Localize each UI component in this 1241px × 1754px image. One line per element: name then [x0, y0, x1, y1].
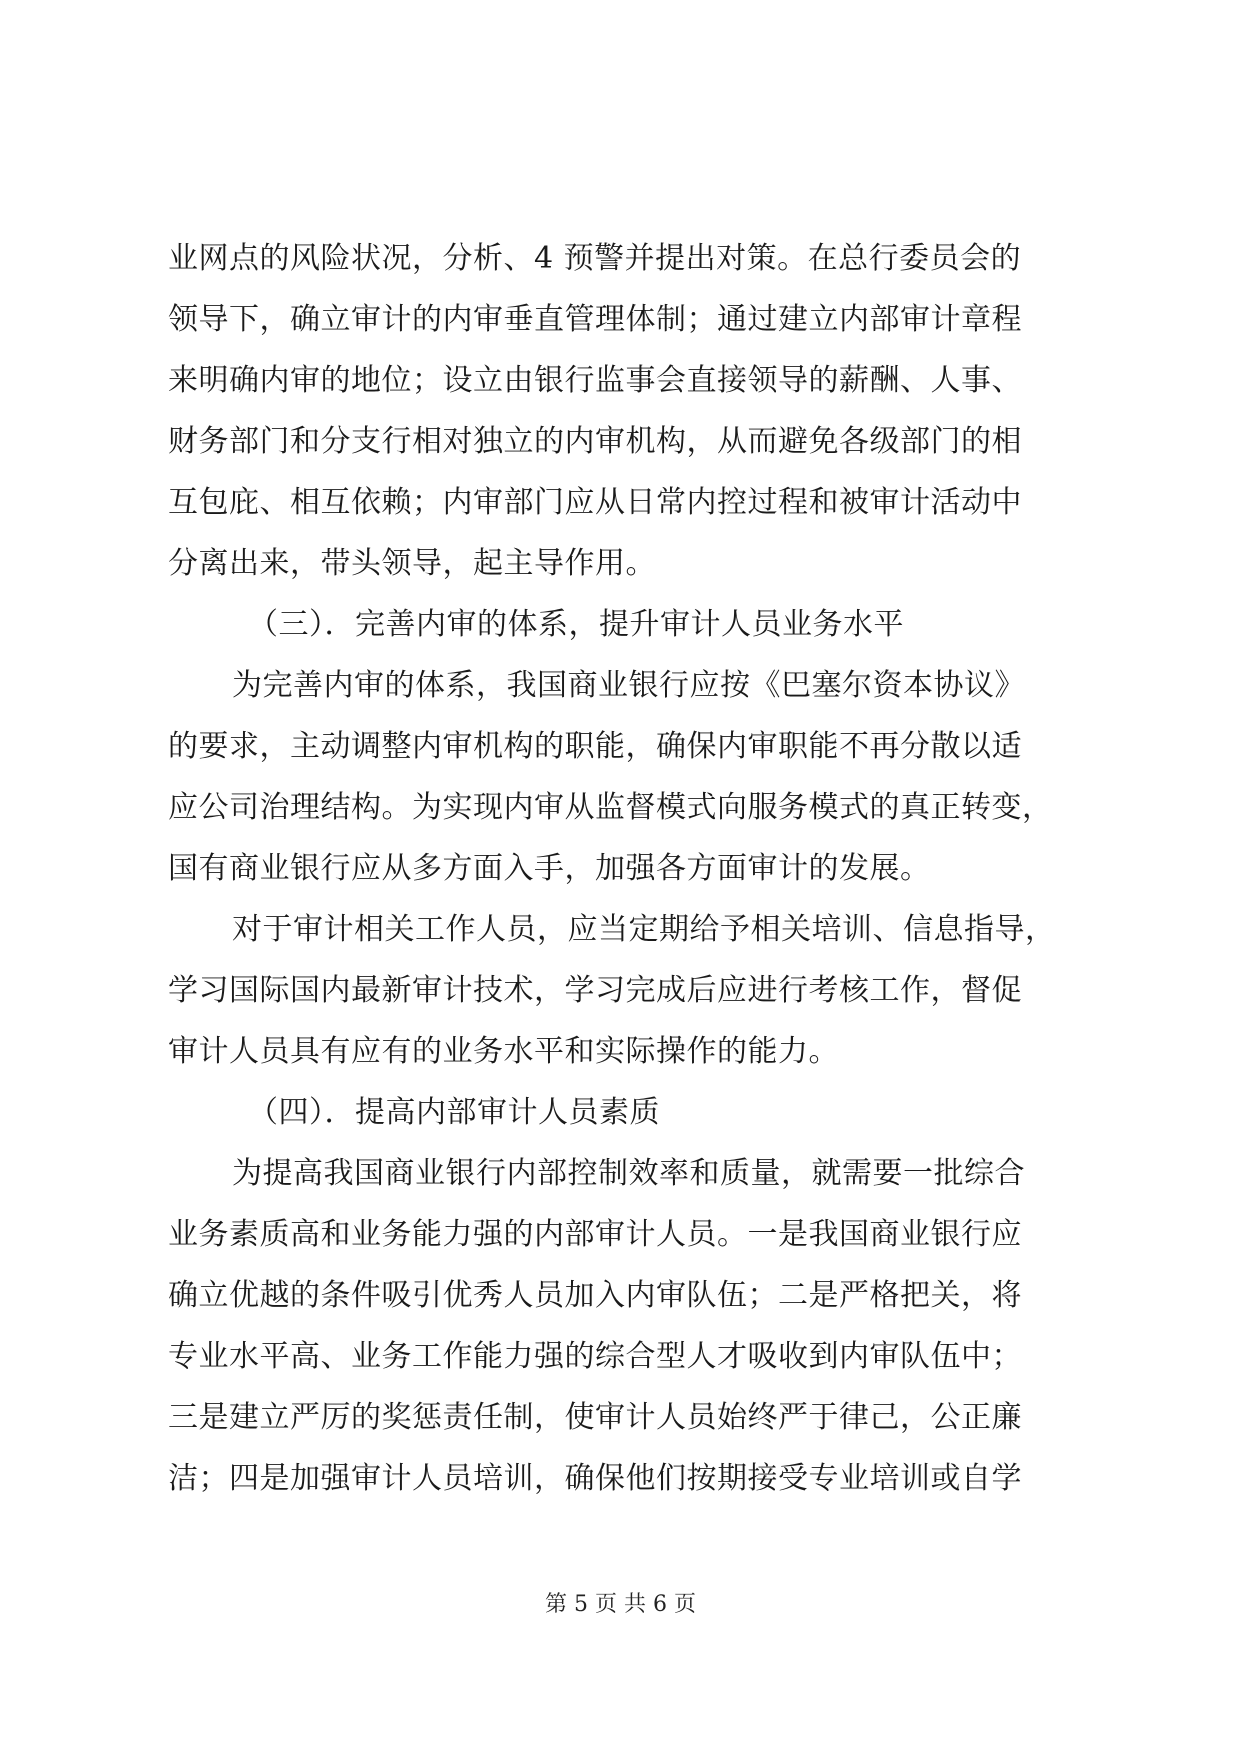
text-line: 互包庇、相互依赖；内审部门应从日常内控过程和被审计活动中 — [168, 485, 1022, 520]
text-line: 业务素质高和业务能力强的内部审计人员。一是我国商业银行应 — [168, 1217, 1022, 1252]
section-heading-3: （三）．完善内审的体系，提升审计人员业务水平 — [248, 607, 904, 642]
text-line: 三是建立严厉的奖惩责任制，使审计人员始终严于律己，公正廉 — [168, 1400, 1022, 1435]
paragraph-start: 对于审计相关工作人员，应当定期给予相关培训、信息指导， — [232, 912, 1056, 947]
text-line: 确立优越的条件吸引优秀人员加入内审队伍；二是严格把关，将 — [168, 1278, 1022, 1313]
text-line: 审计人员具有应有的业务水平和实际操作的能力。 — [168, 1034, 839, 1069]
text-line: 来明确内审的地位；设立由银行监事会直接领导的薪酬、人事、 — [168, 363, 1022, 398]
page-footer — [0, 1590, 1241, 1620]
paragraph-start: 为完善内审的体系，我国商业银行应按《巴塞尔资本协议》 — [232, 668, 1025, 703]
text-line: 专业水平高、业务工作能力强的综合型人才吸收到内审队伍中； — [168, 1339, 1022, 1374]
text-line: 应公司治理结构。为实现内审从监督模式向服务模式的真正转变， — [168, 790, 1053, 825]
body-text — [168, 228, 1078, 1509]
paragraph-start: 为提高我国商业银行内部控制效率和质量，就需要一批综合 — [232, 1156, 1025, 1191]
text-line: 的要求，主动调整内审机构的职能，确保内审职能不再分散以适 — [168, 729, 1022, 764]
text-line: 学习国际国内最新审计技术，学习完成后应进行考核工作，督促 — [168, 973, 1022, 1008]
page-number-label: 第 5 页 共 6 页 — [545, 1592, 696, 1617]
text-line: 分离出来，带头领导，起主导作用。 — [168, 546, 656, 581]
text-line: 业网点的风险状况，分析、4 预警并提出对策。在总行委员会的 — [168, 241, 1022, 276]
text-line: 国有商业银行应从多方面入手，加强各方面审计的发展。 — [168, 851, 931, 886]
text-line: 领导下，确立审计的内审垂直管理体制；通过建立内部审计章程 — [168, 302, 1022, 337]
text-line: 财务部门和分支行相对独立的内审机构，从而避免各级部门的相 — [168, 424, 1022, 459]
section-heading-4: （四）．提高内部审计人员素质 — [248, 1095, 660, 1130]
text-line: 洁；四是加强审计人员培训，确保他们按期接受专业培训或自学 — [168, 1461, 1022, 1496]
